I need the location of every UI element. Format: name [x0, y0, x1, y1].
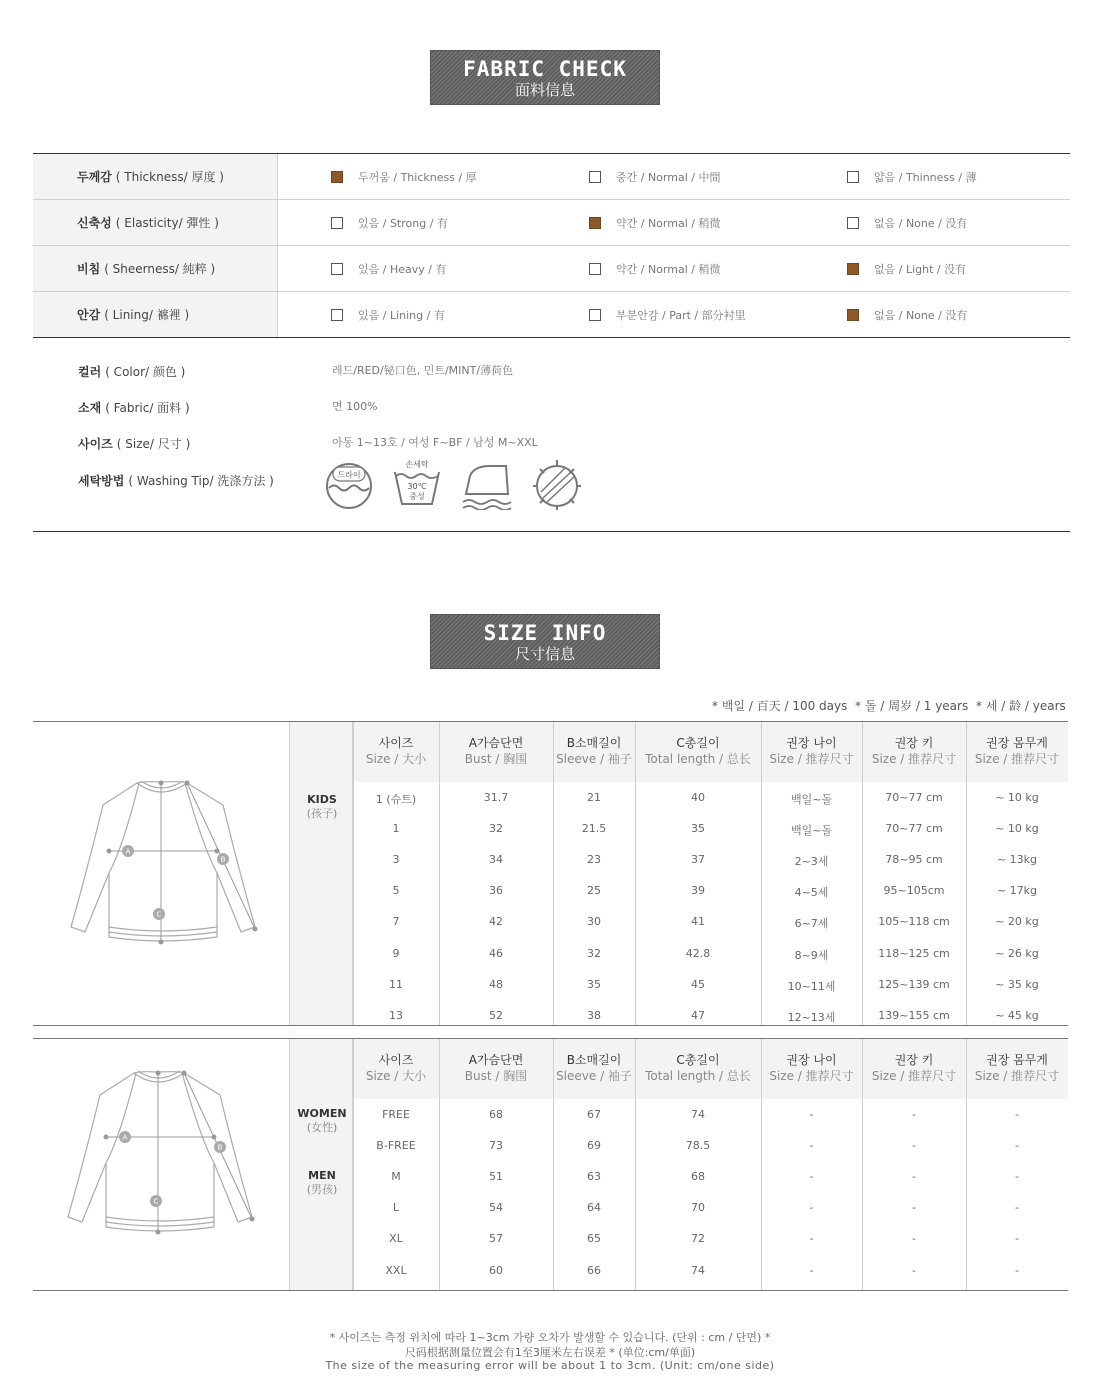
fabric-option-label: 없음 / Light / 没有 [874, 262, 967, 276]
size-cell: 60 [489, 1263, 503, 1277]
size-cell: - [1015, 1263, 1019, 1277]
svg-text:A: A [125, 847, 131, 856]
footer-note-en: The size of the measuring error will be about 1 to 3cm. (Unit: cm/one side) [325, 1359, 775, 1372]
size-cell: 12~13세 [787, 1010, 836, 1024]
size-cell: - [1015, 1201, 1019, 1215]
fabric-value: 면 100% [332, 400, 378, 413]
size-cell: 32 [489, 822, 503, 836]
column-header: C총길이 Total length / 总长 [645, 736, 751, 766]
size-cell: 6~7세 [794, 917, 829, 931]
size-cell: 8~9세 [794, 948, 829, 962]
size-cell: 72 [691, 1232, 705, 1246]
fabric-option [847, 292, 967, 337]
size-cell: B-FREE [376, 1139, 416, 1153]
size-cell: 31.7 [483, 791, 509, 804]
column-header: 권장 몸무게 Size / 推荐尺寸 [974, 1053, 1060, 1083]
size-cell: 125~139 cm [878, 977, 950, 991]
hand-wash-icon [392, 458, 442, 510]
size-cell: 37 [691, 853, 705, 867]
fabric-option-label: 약간 / Normal / 稍微 [616, 262, 721, 276]
footer-note-zh: 尺码根据测量位置会有1至3厘米左右误差 * (单位:cm/单面) [404, 1346, 696, 1359]
size-cell: 39 [691, 884, 705, 898]
size-cell: 38 [587, 1008, 601, 1022]
size-cell: 139~155 cm [878, 1008, 950, 1022]
svg-text:C: C [153, 1197, 159, 1206]
checked-box-icon [847, 309, 859, 321]
column-header: 권장 나이 Size / 推荐尺寸 [769, 1053, 854, 1083]
fabric-check-banner [430, 50, 660, 105]
size-cell: 70~77 cm [885, 791, 943, 804]
size-cell: 70~77 cm [885, 822, 943, 836]
size-cell: 70 [691, 1201, 705, 1215]
size-cell: 30 [587, 915, 601, 929]
size-cell: 35 [587, 977, 601, 991]
size-cell: 13 [389, 1008, 403, 1022]
size-cell: 10~11세 [787, 979, 836, 993]
size-cell: - [809, 1139, 814, 1153]
size-cell: 5 [392, 884, 400, 898]
size-cell: - [912, 1263, 916, 1277]
column-header: 권장 키 Size / 推荐尺寸 [871, 1053, 957, 1083]
svg-text:드라이: 드라이 [337, 470, 361, 480]
size-cell: 73 [489, 1139, 503, 1153]
size-cell: 36 [489, 884, 503, 898]
size-cell: 46 [489, 946, 503, 960]
banner-subtitle: 尺寸信息 [514, 645, 575, 663]
size-value: 아동 1~13호 / 여성 F~BF / 남성 M~XXL [332, 436, 538, 449]
size-cell: ~ 20 kg [995, 915, 1039, 929]
size-cell: 1 (슈트) [375, 793, 417, 806]
fabric-option [589, 246, 720, 291]
size-cell: 74 [691, 1263, 705, 1277]
size-cell: 백일~돌 [790, 824, 833, 838]
fabric-option-label: 없음 / None / 没有 [874, 308, 968, 322]
banner-title: FABRIC CHECK [463, 57, 627, 81]
size-cell: ~ 35 kg [995, 977, 1039, 991]
size-cell: 78~95 cm [885, 853, 943, 867]
size-cell: 54 [489, 1201, 503, 1215]
size-cell: 74 [691, 1108, 705, 1121]
size-cell: 40 [691, 791, 705, 804]
adult-category [289, 1039, 353, 1290]
column-header: B소매길이 Sleeve / 袖子 [556, 736, 632, 766]
size-cell: 1 [392, 822, 400, 836]
size-cell: 57 [489, 1232, 503, 1246]
svg-text:C: C [156, 910, 162, 919]
fabric-option [331, 246, 446, 291]
size-cell: - [809, 1108, 814, 1121]
women-label: WOMEN (女性) [297, 1107, 347, 1134]
size-cell: - [1015, 1139, 1019, 1153]
size-cell: 68 [691, 1170, 705, 1184]
checked-box-icon [331, 171, 343, 183]
fabric-row-label: 두께감 ( Thickness/ 厚度 ) [33, 154, 278, 199]
column-header: 사이즈 Size / 大小 [365, 1053, 427, 1083]
svg-text:중성: 중성 [409, 492, 425, 501]
size-cell: 64 [587, 1201, 601, 1215]
banner-title: SIZE INFO [483, 621, 607, 645]
unchecked-box-icon [331, 309, 343, 321]
fabric-option-label: 중간 / Normal / 中間 [616, 170, 721, 184]
size-cell: - [912, 1170, 916, 1184]
size-cell: 51 [489, 1170, 503, 1184]
fabric-option [331, 154, 477, 199]
fabric-option-label: 얇음 / Thinness / 薄 [874, 170, 977, 184]
size-cell: 백일~돌 [790, 793, 833, 806]
fabric-row [33, 292, 1070, 338]
fabric-row-label: 안감 ( Lining/ 褯裡 ) [33, 292, 278, 337]
fabric-option [589, 154, 720, 199]
kids-grid [353, 722, 1068, 1025]
fabric-row [33, 200, 1070, 246]
no-tumble-dry-icon [531, 458, 583, 510]
size-cell: 3 [392, 853, 400, 867]
fabric-option [331, 200, 448, 245]
size-cell: 105~118 cm [878, 915, 950, 929]
fabric-option-label: 없음 / None / 没有 [874, 216, 968, 230]
column-header: 사이즈 Size / 大小 [365, 736, 427, 766]
size-cell: 47 [691, 1008, 705, 1022]
adult-garment-sketch [33, 1067, 289, 1242]
banner-subtitle: 面料信息 [514, 81, 575, 99]
unchecked-box-icon [331, 217, 343, 229]
kids-garment-sketch [33, 777, 289, 952]
size-cell: 2~3세 [794, 855, 829, 869]
size-cell: 35 [691, 822, 705, 836]
fabric-option-label: 있음 / Lining / 有 [358, 308, 445, 322]
size-cell: 63 [587, 1170, 601, 1184]
size-cell: - [1015, 1232, 1019, 1246]
note-years: * 세 / 龄 / years [976, 699, 1066, 713]
fabric-option-label: 두꺼움 / Thickness / 厚 [358, 170, 477, 184]
size-cell: - [809, 1263, 814, 1277]
size-cell: - [912, 1108, 916, 1121]
checked-box-icon [589, 217, 601, 229]
size-cell: 11 [389, 977, 403, 991]
fabric-label: 소재 ( Fabric/ 面料 ) [78, 401, 190, 415]
size-cell: M [391, 1170, 401, 1184]
fabric-row [33, 154, 1070, 200]
size-cell: - [1015, 1108, 1019, 1121]
size-cell: XXL [385, 1263, 407, 1277]
svg-text:손세탁: 손세탁 [405, 460, 429, 469]
fabric-option [847, 246, 966, 291]
size-cell: 118~125 cm [878, 946, 950, 960]
size-cell: 34 [489, 853, 503, 867]
size-cell: 42.8 [685, 946, 711, 960]
product-info [33, 338, 1070, 532]
size-cell: ~ 13kg [996, 853, 1038, 867]
color-label: 컬러 ( Color/ 颜色 ) [78, 365, 186, 379]
size-cell: 9 [392, 946, 400, 960]
kids-category [289, 722, 353, 1025]
fabric-option [847, 154, 977, 199]
checked-box-icon [847, 263, 859, 275]
fabric-option-label: 있음 / Heavy / 有 [358, 262, 447, 276]
size-cell: 65 [587, 1232, 601, 1246]
size-cell: L [392, 1201, 400, 1215]
unchecked-box-icon [589, 309, 601, 321]
size-cell: - [809, 1170, 814, 1184]
column-header: 권장 키 Size / 推荐尺寸 [871, 736, 957, 766]
size-cell: 4~5세 [794, 886, 829, 900]
adult-grid [353, 1039, 1068, 1290]
size-cell: - [809, 1232, 814, 1246]
unchecked-box-icon [589, 171, 601, 183]
size-cell: - [1015, 1170, 1019, 1184]
size-cell: - [912, 1139, 916, 1153]
size-cell: 25 [587, 884, 601, 898]
washing-label: 세탁방법 ( Washing Tip/ 洗涤方法 ) [78, 474, 274, 488]
size-cell: 7 [392, 915, 400, 929]
size-cell: 95~105cm [883, 884, 945, 898]
color-value: 레드/RED/铋口色, 민트/MINT/薄荷色 [332, 364, 514, 377]
size-cell: FREE [382, 1108, 410, 1121]
size-cell: - [809, 1201, 814, 1215]
column-header: A가슴단면 Bust / 胸围 [464, 1053, 528, 1083]
footer-note-ko: * 사이즈는 측정 위치에 따라 1~3cm 가량 오차가 발생할 수 있습니다. (단위 : cm / 단면) * [329, 1331, 771, 1344]
size-cell: ~ 45 kg [995, 1008, 1039, 1022]
size-cell: ~ 26 kg [995, 946, 1039, 960]
size-cell: 67 [587, 1108, 601, 1121]
size-cell: 32 [587, 946, 601, 960]
fabric-row-label: 비침 ( Sheerness/ 純粹 ) [33, 246, 278, 291]
column-header: B소매길이 Sleeve / 袖子 [556, 1053, 632, 1083]
fabric-row-label: 신축성 ( Elasticity/ 彈性 ) [33, 200, 278, 245]
size-cell: 45 [691, 977, 705, 991]
size-cell: ~ 10 kg [995, 791, 1039, 804]
size-cell: 68 [489, 1108, 503, 1121]
column-header: A가슴단면 Bust / 胸围 [464, 736, 528, 766]
column-header: 권장 나이 Size / 推荐尺寸 [769, 736, 854, 766]
size-cell: 69 [587, 1139, 601, 1153]
adult-size-table [33, 1038, 1068, 1291]
fabric-option-label: 부분안감 / Part / 部分衬里 [616, 308, 746, 322]
unchecked-box-icon [847, 217, 859, 229]
size-cell: - [912, 1201, 916, 1215]
note-100-days: * 백일 / 百天 / 100 days [712, 699, 848, 713]
size-cell: - [912, 1232, 916, 1246]
column-header: C총길이 Total length / 总长 [645, 1053, 751, 1083]
men-label: MEN (男孩) [306, 1169, 338, 1196]
size-label: 사이즈 ( Size/ 尺寸 ) [78, 437, 191, 451]
size-cell: 66 [587, 1263, 601, 1277]
kids-label: KIDS (孩子) [306, 793, 338, 820]
fabric-option [589, 200, 720, 245]
fabric-table [33, 153, 1070, 338]
size-cell: 41 [691, 915, 705, 929]
dry-clean-icon [323, 458, 375, 510]
unchecked-box-icon [589, 263, 601, 275]
size-cell: 21 [587, 791, 601, 804]
size-cell: ~ 10 kg [995, 822, 1039, 836]
svg-text:A: A [122, 1133, 128, 1142]
size-cell: 52 [489, 1008, 503, 1022]
svg-text:B: B [220, 855, 226, 864]
size-cell: XL [389, 1232, 403, 1246]
unchecked-box-icon [847, 171, 859, 183]
fabric-option [847, 200, 967, 245]
note-1-year: * 돌 / 周岁 / 1 years [855, 699, 969, 713]
column-header: 권장 몸무게 Size / 推荐尺寸 [974, 736, 1060, 766]
fabric-row [33, 246, 1070, 292]
iron-icon [460, 458, 516, 510]
size-cell: 21.5 [581, 822, 607, 836]
size-cell: 23 [587, 853, 601, 867]
size-cell: 42 [489, 915, 503, 929]
svg-text:30℃: 30℃ [407, 482, 427, 491]
size-info-banner [430, 614, 660, 669]
size-cell: 48 [489, 977, 503, 991]
kids-size-table [33, 721, 1068, 1026]
unchecked-box-icon [331, 263, 343, 275]
fabric-option [331, 292, 445, 337]
size-cell: ~ 17kg [996, 884, 1038, 898]
size-cell: 78.5 [685, 1139, 711, 1153]
fabric-option-label: 있음 / Strong / 有 [358, 216, 448, 230]
svg-text:B: B [217, 1143, 223, 1152]
fabric-option [589, 292, 746, 337]
fabric-option-label: 약간 / Normal / 稍微 [616, 216, 721, 230]
